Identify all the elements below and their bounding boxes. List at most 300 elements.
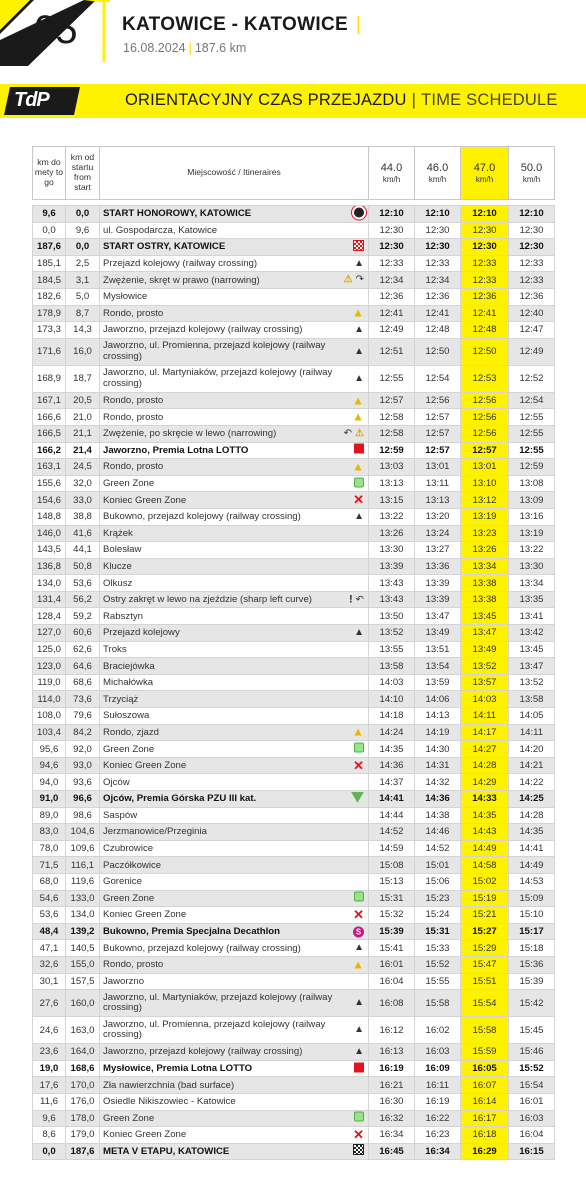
time-cell: 12:33: [509, 272, 555, 289]
location-name: META V ETAPU, KATOWICE: [103, 1145, 230, 1157]
time-cell: 13:45: [461, 608, 509, 625]
time-cell: 13:15: [369, 492, 415, 509]
time-cell: 14:36: [369, 757, 415, 774]
speed-unit: km/h: [522, 174, 541, 184]
itinerary-cell: [100, 658, 369, 675]
time-cell: 13:35: [509, 591, 555, 608]
speed-value: 44.0: [380, 162, 403, 175]
time-cell: 16:19: [415, 1093, 461, 1110]
itinerary-cell: [100, 222, 369, 239]
time-cell: 15:01: [415, 857, 461, 874]
km-from-start-cell: 187,6: [66, 1143, 100, 1160]
km-from-start-cell: 32,0: [66, 475, 100, 492]
km-to-go-cell: 131,4: [33, 591, 66, 608]
green-zone-end-icon: ✕: [353, 492, 364, 508]
schedule-row: [33, 365, 555, 392]
itinerary-cell: [100, 338, 369, 365]
itinerary-cell: [100, 575, 369, 592]
km-to-go-cell: 8,6: [33, 1127, 66, 1144]
schedule-row: [33, 525, 555, 542]
itinerary-cell: [100, 807, 369, 824]
time-cell: 16:01: [369, 956, 415, 973]
schedule-row: [33, 741, 555, 758]
time-cell: 12:47: [509, 322, 555, 339]
railway-crossing-icon: ▲: [354, 997, 364, 1009]
time-cell: 13:52: [461, 658, 509, 675]
itinerary-cell: [100, 508, 369, 525]
time-cell: 14:11: [461, 708, 509, 725]
km-from-start-cell: 38,8: [66, 508, 100, 525]
km-to-go-cell: 167,1: [33, 392, 66, 409]
time-cell: 12:41: [461, 305, 509, 322]
schedule-row: [33, 907, 555, 924]
narrowing-right-turn-icon: ⚠ ↷: [343, 274, 364, 286]
time-cell: 15:51: [461, 973, 509, 990]
km-to-go-cell: 184,5: [33, 272, 66, 289]
time-cell: 12:36: [509, 288, 555, 305]
location-name: Krążek: [103, 527, 133, 539]
km-from-start-cell: 170,0: [66, 1077, 100, 1094]
itinerary-cell: [100, 1077, 369, 1094]
time-cell: 12:48: [461, 322, 509, 339]
time-cell: 16:05: [461, 1060, 509, 1077]
green-zone-icon: [354, 1112, 364, 1125]
location-name: Gorenice: [103, 876, 142, 888]
schedule-row: [33, 956, 555, 973]
time-cell: 13:16: [509, 508, 555, 525]
time-cell: 12:30: [509, 222, 555, 239]
time-cell: 14:20: [509, 741, 555, 758]
time-cell: 13:24: [415, 525, 461, 542]
location-name: Sułoszowa: [103, 710, 150, 722]
time-cell: 16:32: [369, 1110, 415, 1127]
time-cell: 13:30: [509, 558, 555, 575]
time-cell: 15:58: [461, 1017, 509, 1044]
location-name: Mysłowice, Premia Lotna LOTTO: [103, 1063, 253, 1075]
location-name: START OSTRY, KATOWICE: [103, 241, 226, 253]
time-cell: 13:52: [509, 674, 555, 691]
col-speed-3: [461, 147, 509, 200]
location-name: Przejazd kolejowy: [103, 627, 180, 639]
time-cell: 13:12: [461, 492, 509, 509]
schedule-row: [33, 322, 555, 339]
time-cell: 16:14: [461, 1093, 509, 1110]
time-cell: 14:41: [369, 791, 415, 808]
green-zone-icon: [354, 477, 364, 490]
itinerary-cell: [100, 890, 369, 907]
intermediate-sprint-icon: [354, 444, 364, 457]
time-cell: 13:23: [461, 525, 509, 542]
km-to-go-cell: 148,8: [33, 508, 66, 525]
time-cell: 15:42: [509, 990, 555, 1017]
time-cell: 15:54: [461, 990, 509, 1017]
itinerary-cell: [100, 272, 369, 289]
schedule-row: [33, 608, 555, 625]
time-cell: 15:13: [369, 873, 415, 890]
itinerary-cell: [100, 305, 369, 322]
km-to-go-cell: 108,0: [33, 708, 66, 725]
col-itinerary: Miejscowość / Itineraires: [100, 147, 369, 200]
km-from-start-cell: 160,0: [66, 990, 100, 1017]
km-from-start-cell: 60,6: [66, 625, 100, 642]
time-cell: 14:21: [509, 757, 555, 774]
km-from-start-cell: 21,0: [66, 409, 100, 426]
itinerary-cell: [100, 791, 369, 808]
time-cell: 15:31: [415, 923, 461, 940]
schedule-row: [33, 542, 555, 559]
location-name: Jaworzno, przejazd kolejowy (railway crossing): [103, 324, 303, 336]
time-cell: 12:57: [461, 442, 509, 459]
km-from-start-cell: 98,6: [66, 807, 100, 824]
time-cell: 16:34: [415, 1143, 461, 1160]
railway-crossing-icon: ▲: [354, 1045, 364, 1057]
location-name: Zwężenie, po skręcie w lewo (narrowing): [103, 428, 277, 440]
location-name: Braciejówka: [103, 660, 155, 672]
time-cell: 13:51: [415, 641, 461, 658]
location-name: Jaworzno, przejazd kolejowy (railway crossing): [103, 1046, 303, 1058]
time-cell: 12:50: [461, 338, 509, 365]
time-cell: 14:53: [509, 873, 555, 890]
time-cell: 12:48: [415, 322, 461, 339]
railway-crossing-icon: ▲: [354, 1024, 364, 1036]
location-name: Rondo, prosto: [103, 411, 164, 423]
time-cell: 13:26: [461, 542, 509, 559]
time-cell: 13:22: [509, 542, 555, 559]
itinerary-cell: [100, 206, 369, 223]
km-to-go-cell: 78,0: [33, 840, 66, 857]
stage-distance: 187.6 km: [194, 41, 247, 55]
time-cell: 13:26: [369, 525, 415, 542]
time-cell: 14:27: [461, 741, 509, 758]
itinerary-cell: [100, 857, 369, 874]
km-from-start-cell: 9,6: [66, 222, 100, 239]
schedule-row: [33, 890, 555, 907]
km-to-go-cell: 9,6: [33, 206, 66, 223]
mountain-prize-icon: [351, 792, 364, 806]
time-cell: 12:10: [509, 206, 555, 223]
schedule-row: [33, 409, 555, 426]
km-from-start-cell: 178,0: [66, 1110, 100, 1127]
location-name: Zwężenie, skręt w prawo (narrowing): [103, 274, 260, 286]
time-cell: 16:17: [461, 1110, 509, 1127]
time-cell: 13:09: [509, 492, 555, 509]
time-cell: 13:43: [369, 575, 415, 592]
km-to-go-cell: 127,0: [33, 625, 66, 642]
time-cell: 12:56: [461, 425, 509, 442]
location-name: Koniec Green Zone: [103, 909, 187, 921]
km-from-start-cell: 21,4: [66, 442, 100, 459]
location-name: Trzyciąż: [103, 693, 139, 705]
location-name: Klucze: [103, 560, 132, 572]
km-to-go-cell: 123,0: [33, 658, 66, 675]
time-cell: 14:37: [369, 774, 415, 791]
red-checkered-flag-icon: [353, 240, 364, 254]
km-to-go-cell: 163,1: [33, 459, 66, 476]
time-cell: 12:41: [369, 305, 415, 322]
itinerary-cell: [100, 724, 369, 741]
time-cell: 16:18: [461, 1127, 509, 1144]
km-from-start-cell: 176,0: [66, 1093, 100, 1110]
time-cell: 16:29: [461, 1143, 509, 1160]
km-to-go-cell: 103,4: [33, 724, 66, 741]
green-zone-icon: [354, 743, 364, 756]
itinerary-cell: [100, 608, 369, 625]
km-to-go-cell: 166,2: [33, 442, 66, 459]
km-from-start-cell: 16,0: [66, 338, 100, 365]
km-to-go-cell: 146,0: [33, 525, 66, 542]
km-to-go-cell: 187,6: [33, 239, 66, 256]
itinerary-cell: [100, 542, 369, 559]
time-cell: 12:54: [509, 392, 555, 409]
time-cell: 14:35: [461, 807, 509, 824]
time-cell: 16:13: [369, 1044, 415, 1061]
time-cell: 12:41: [415, 305, 461, 322]
col-km-from-start: km od startu from start: [66, 147, 100, 200]
time-cell: 16:23: [415, 1127, 461, 1144]
time-cell: 12:33: [369, 255, 415, 272]
time-cell: 14:31: [415, 757, 461, 774]
time-cell: 12:57: [415, 409, 461, 426]
time-cell: 15:29: [461, 940, 509, 957]
time-cell: 12:10: [415, 206, 461, 223]
itinerary-cell: [100, 990, 369, 1017]
narrowing-left-turn-icon: ↶ ⚠: [343, 427, 364, 439]
time-cell: 14:24: [369, 724, 415, 741]
itinerary-cell: [100, 1143, 369, 1160]
itinerary-cell: [100, 741, 369, 758]
km-from-start-cell: 59,2: [66, 608, 100, 625]
km-to-go-cell: 32,6: [33, 956, 66, 973]
schedule-row: [33, 288, 555, 305]
time-cell: 16:12: [369, 1017, 415, 1044]
time-cell: 14:25: [509, 791, 555, 808]
location-name: Jaworzno, ul. Martyniaków, przejazd kolejowy (railway crossing): [103, 367, 333, 389]
schedule-row: [33, 658, 555, 675]
schedule-row: [33, 239, 555, 256]
schedule-row: [33, 255, 555, 272]
km-from-start-cell: 53,6: [66, 575, 100, 592]
itinerary-cell: [100, 525, 369, 542]
itinerary-cell: [100, 1017, 369, 1044]
stage-header: [0, 0, 586, 84]
km-from-start-cell: 3,1: [66, 272, 100, 289]
railway-crossing-icon: ▲: [354, 626, 364, 638]
location-name: Bukowno, przejazd kolejowy (railway crossing): [103, 942, 301, 954]
time-cell: 16:02: [415, 1017, 461, 1044]
time-cell: 13:36: [415, 558, 461, 575]
schedule-row: [33, 973, 555, 990]
km-to-go-cell: 53,6: [33, 907, 66, 924]
schedule-row: [33, 807, 555, 824]
time-cell: 15:23: [415, 890, 461, 907]
schedule-row: [33, 625, 555, 642]
km-from-start-cell: 104,6: [66, 824, 100, 841]
time-cell: 15:21: [461, 907, 509, 924]
km-to-go-cell: 83,0: [33, 824, 66, 841]
schedule-row: [33, 1017, 555, 1044]
km-to-go-cell: 125,0: [33, 641, 66, 658]
time-cell: 16:03: [509, 1110, 555, 1127]
schedule-row: [33, 840, 555, 857]
green-zone-icon: [354, 892, 364, 905]
km-to-go-cell: 166,5: [33, 425, 66, 442]
time-cell: 14:35: [369, 741, 415, 758]
km-from-start-cell: 168,6: [66, 1060, 100, 1077]
time-cell: 14:22: [509, 774, 555, 791]
railway-crossing-icon: ▲: [354, 257, 364, 269]
time-cell: 13:49: [415, 625, 461, 642]
time-cell: 12:55: [509, 409, 555, 426]
km-from-start-cell: 96,6: [66, 791, 100, 808]
time-cell: 14:49: [509, 857, 555, 874]
schedule-row: [33, 459, 555, 476]
km-to-go-cell: 119,0: [33, 674, 66, 691]
time-cell: 15:02: [461, 873, 509, 890]
time-cell: 12:56: [461, 409, 509, 426]
schedule-row: [33, 1110, 555, 1127]
time-cell: 13:41: [509, 608, 555, 625]
time-cell: 14:49: [461, 840, 509, 857]
schedule-row: [33, 873, 555, 890]
km-from-start-cell: 157,5: [66, 973, 100, 990]
time-cell: 15:58: [415, 990, 461, 1017]
itinerary-cell: [100, 625, 369, 642]
time-cell: 14:05: [509, 708, 555, 725]
km-to-go-cell: 94,6: [33, 757, 66, 774]
location-name: Rondo, zjazd: [103, 726, 159, 738]
time-cell: 13:54: [415, 658, 461, 675]
km-to-go-cell: 166,6: [33, 409, 66, 426]
km-to-go-cell: 136,8: [33, 558, 66, 575]
schedule-row: [33, 272, 555, 289]
schedule-row: [33, 222, 555, 239]
km-to-go-cell: 54,6: [33, 890, 66, 907]
itinerary-cell: [100, 1060, 369, 1077]
location-name: Michałówka: [103, 677, 154, 689]
time-cell: 12:56: [461, 392, 509, 409]
location-name: Jaworzno, ul. Promienna, przejazd kolejowy (railway crossing): [103, 1018, 326, 1041]
time-cell: 15:52: [415, 956, 461, 973]
time-cell: 13:38: [461, 575, 509, 592]
time-cell: 12:57: [369, 392, 415, 409]
time-cell: 16:19: [369, 1060, 415, 1077]
time-cell: 12:59: [369, 442, 415, 459]
green-zone-end-icon: ✕: [353, 1126, 364, 1142]
time-cell: 12:34: [369, 272, 415, 289]
time-cell: 14:43: [461, 824, 509, 841]
schedule-row: [33, 425, 555, 442]
schedule-row: [33, 857, 555, 874]
km-to-go-cell: 17,6: [33, 1077, 66, 1094]
route-separator: |: [355, 14, 362, 35]
km-from-start-cell: 24,5: [66, 459, 100, 476]
km-to-go-cell: 173,3: [33, 322, 66, 339]
schedule-row: [33, 774, 555, 791]
km-to-go-cell: 9,6: [33, 1110, 66, 1127]
time-cell: 15:45: [509, 1017, 555, 1044]
itinerary-cell: [100, 940, 369, 957]
schedule-row: [33, 206, 555, 223]
banner-title-en: TIME SCHEDULE: [421, 91, 558, 109]
km-from-start-cell: 20,5: [66, 392, 100, 409]
km-to-go-cell: 27,6: [33, 990, 66, 1017]
time-cell: 13:30: [369, 542, 415, 559]
time-cell: 16:34: [369, 1127, 415, 1144]
time-cell: 13:11: [415, 475, 461, 492]
time-cell: 12:36: [461, 288, 509, 305]
time-cell: 16:15: [509, 1143, 555, 1160]
sun-icon: [354, 207, 364, 220]
location-name: Rabsztyn: [103, 610, 143, 622]
route-name: KATOWICE - KATOWICE: [122, 14, 348, 35]
km-from-start-cell: 41,6: [66, 525, 100, 542]
location-name: Ojców, Premia Górska PZU III kat.: [103, 793, 257, 805]
time-cell: 13:43: [369, 591, 415, 608]
location-name: Osiedle Nikiszowiec - Katowice: [103, 1096, 236, 1108]
time-cell: 13:08: [509, 475, 555, 492]
time-cell: 16:01: [509, 1093, 555, 1110]
schedule-row: [33, 724, 555, 741]
km-to-go-cell: 23,6: [33, 1044, 66, 1061]
roundabout-icon: ▲: [352, 957, 364, 972]
schedule-row: [33, 442, 555, 459]
banner-title: [125, 91, 558, 110]
schedule-row: [33, 674, 555, 691]
itinerary-cell: [100, 907, 369, 924]
stage-number: 05: [34, 8, 77, 52]
km-from-start-cell: 68,6: [66, 674, 100, 691]
km-from-start-cell: 64,6: [66, 658, 100, 675]
km-from-start-cell: 2,5: [66, 255, 100, 272]
time-cell: 14:11: [509, 724, 555, 741]
itinerary-cell: [100, 840, 369, 857]
time-cell: 12:56: [415, 392, 461, 409]
time-cell: 12:55: [509, 425, 555, 442]
itinerary-cell: [100, 1127, 369, 1144]
location-name: Jerzmanowice/Przeginia: [103, 826, 207, 838]
time-cell: 12:58: [369, 409, 415, 426]
location-name: Saspów: [103, 809, 138, 821]
time-cell: 12:59: [509, 459, 555, 476]
time-cell: 15:32: [369, 907, 415, 924]
speed-value: 47.0: [473, 162, 496, 175]
railway-crossing-icon: ▲: [354, 345, 364, 357]
location-name: Rondo, prosto: [103, 307, 164, 319]
location-name: Czubrowice: [103, 843, 154, 855]
km-to-go-cell: 185,1: [33, 255, 66, 272]
itinerary-cell: [100, 708, 369, 725]
location-name: Green Zone: [103, 1112, 155, 1124]
route-title: [122, 14, 361, 36]
time-cell: 13:34: [509, 575, 555, 592]
itinerary-cell: [100, 492, 369, 509]
km-from-start-cell: 8,7: [66, 305, 100, 322]
speed-unit: km/h: [475, 174, 494, 184]
itinerary-cell: [100, 591, 369, 608]
location-name: Rondo, prosto: [103, 959, 164, 971]
km-from-start-cell: 0,0: [66, 206, 100, 223]
km-from-start-cell: 164,0: [66, 1044, 100, 1061]
time-cell: 14:59: [369, 840, 415, 857]
time-cell: 12:40: [509, 305, 555, 322]
time-cell: 15:31: [369, 890, 415, 907]
itinerary-cell: [100, 239, 369, 256]
time-cell: 12:30: [461, 222, 509, 239]
time-cell: 14:44: [369, 807, 415, 824]
km-from-start-cell: 119,6: [66, 873, 100, 890]
km-from-start-cell: 56,2: [66, 591, 100, 608]
intermediate-sprint-icon: [354, 1062, 364, 1075]
